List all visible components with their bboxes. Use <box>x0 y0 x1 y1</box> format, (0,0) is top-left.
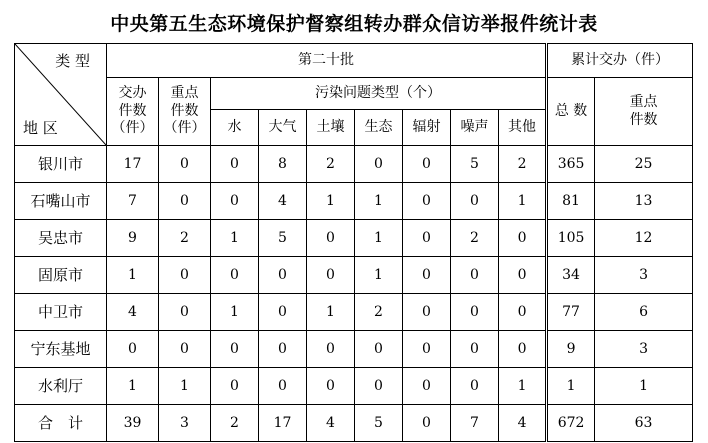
cumulative-header: 累计交办（件） <box>547 44 693 78</box>
air-cell: 4 <box>259 183 307 220</box>
air-cell: 8 <box>259 146 307 183</box>
key-cell: 0 <box>159 257 211 294</box>
region-label: 地 区 <box>23 119 58 137</box>
soil-cell: 1 <box>307 294 355 331</box>
cumulative-total-cell: 672 <box>547 405 595 442</box>
cumulative-total-cell: 105 <box>547 220 595 257</box>
other-cell: 0 <box>499 257 547 294</box>
noise-cell: 5 <box>451 146 499 183</box>
pollution-type-header: 污染问题类型（个） <box>211 78 547 110</box>
table-row <box>15 294 693 331</box>
total-header: 总 数 <box>547 78 595 146</box>
assigned-cell: 4 <box>107 294 159 331</box>
soil-cell: 4 <box>307 405 355 442</box>
assigned-cell: 0 <box>107 331 159 368</box>
pollution-type-ecology: 生态 <box>355 110 403 146</box>
air-cell: 0 <box>259 257 307 294</box>
radiation-cell: 0 <box>403 368 451 405</box>
cumulative-total-cell: 77 <box>547 294 595 331</box>
noise-cell: 0 <box>451 183 499 220</box>
radiation-cell: 0 <box>403 220 451 257</box>
table-row <box>15 220 693 257</box>
other-cell: 0 <box>499 331 547 368</box>
key-cell: 0 <box>159 183 211 220</box>
region-cell: 水利厅 <box>15 368 107 405</box>
ecology-cell: 1 <box>355 183 403 220</box>
table-row <box>15 405 693 442</box>
noise-cell: 0 <box>451 331 499 368</box>
water-cell: 0 <box>211 368 259 405</box>
key-cell: 3 <box>159 405 211 442</box>
region-cell: 银川市 <box>15 146 107 183</box>
pollution-type-soil: 土壤 <box>307 110 355 146</box>
type-label: 类 型 <box>55 52 90 70</box>
cumulative-total-cell: 81 <box>547 183 595 220</box>
other-cell: 2 <box>499 146 547 183</box>
region-cell: 宁东基地 <box>15 331 107 368</box>
corner-header-cell <box>15 44 107 146</box>
ecology-cell: 0 <box>355 146 403 183</box>
radiation-cell: 0 <box>403 294 451 331</box>
pollution-type-other: 其他 <box>499 110 547 146</box>
cumulative-key-cell: 6 <box>595 294 693 331</box>
cumulative-total-cell: 1 <box>547 368 595 405</box>
water-cell: 0 <box>211 257 259 294</box>
ecology-cell: 0 <box>355 331 403 368</box>
noise-cell: 2 <box>451 220 499 257</box>
water-cell: 2 <box>211 405 259 442</box>
complaint-statistics-table <box>14 43 693 442</box>
cumulative-key-cell: 63 <box>595 405 693 442</box>
cumulative-total-cell: 9 <box>547 331 595 368</box>
table-row <box>15 368 693 405</box>
cumulative-key-cell: 1 <box>595 368 693 405</box>
other-cell: 1 <box>499 183 547 220</box>
assigned-cell: 7 <box>107 183 159 220</box>
water-cell: 1 <box>211 220 259 257</box>
key-count-header: 重点 件数 （件） <box>159 78 211 146</box>
other-cell: 1 <box>499 368 547 405</box>
table-row <box>15 257 693 294</box>
air-cell: 5 <box>259 220 307 257</box>
cumulative-total-cell: 365 <box>547 146 595 183</box>
radiation-cell: 0 <box>403 257 451 294</box>
assigned-cell: 1 <box>107 368 159 405</box>
radiation-cell: 0 <box>403 331 451 368</box>
soil-cell: 0 <box>307 257 355 294</box>
cumulative-total-cell: 34 <box>547 257 595 294</box>
cumulative-key-cell: 3 <box>595 257 693 294</box>
radiation-cell: 0 <box>403 405 451 442</box>
soil-cell: 0 <box>307 368 355 405</box>
ecology-cell: 1 <box>355 220 403 257</box>
water-cell: 0 <box>211 331 259 368</box>
ecology-cell: 1 <box>355 257 403 294</box>
air-cell: 0 <box>259 331 307 368</box>
pollution-type-air: 大气 <box>259 110 307 146</box>
water-cell: 0 <box>211 183 259 220</box>
noise-cell: 0 <box>451 368 499 405</box>
noise-cell: 0 <box>451 257 499 294</box>
pollution-type-noise: 噪声 <box>451 110 499 146</box>
radiation-cell: 0 <box>403 183 451 220</box>
region-cell: 固原市 <box>15 257 107 294</box>
assigned-cell: 9 <box>107 220 159 257</box>
table-body <box>15 146 693 442</box>
key-cell: 0 <box>159 331 211 368</box>
cumulative-key-cell: 25 <box>595 146 693 183</box>
region-cell: 吴忠市 <box>15 220 107 257</box>
soil-cell: 2 <box>307 146 355 183</box>
key-cell: 1 <box>159 368 211 405</box>
pollution-type-water: 水 <box>211 110 259 146</box>
assigned-count-header: 交办 件数 （件） <box>107 78 159 146</box>
air-cell: 17 <box>259 405 307 442</box>
water-cell: 1 <box>211 294 259 331</box>
water-cell: 0 <box>211 146 259 183</box>
noise-cell: 0 <box>451 294 499 331</box>
air-cell: 0 <box>259 368 307 405</box>
region-cell: 合 计 <box>15 405 107 442</box>
other-cell: 0 <box>499 220 547 257</box>
assigned-cell: 1 <box>107 257 159 294</box>
cumulative-key-cell: 3 <box>595 331 693 368</box>
air-cell: 0 <box>259 294 307 331</box>
table-title: 中央第五生态环境保护督察组转办群众信访举报件统计表 <box>110 13 598 35</box>
table-row <box>15 331 693 368</box>
key-cell: 2 <box>159 220 211 257</box>
soil-cell: 0 <box>307 331 355 368</box>
radiation-cell: 0 <box>403 146 451 183</box>
cumulative-key-cell: 12 <box>595 220 693 257</box>
table-row <box>15 183 693 220</box>
key-cell: 0 <box>159 146 211 183</box>
ecology-cell: 5 <box>355 405 403 442</box>
region-cell: 中卫市 <box>15 294 107 331</box>
soil-cell: 1 <box>307 183 355 220</box>
ecology-cell: 2 <box>355 294 403 331</box>
region-cell: 石嘴山市 <box>15 183 107 220</box>
cumulative-key-header: 重点 件数 <box>595 78 693 146</box>
key-cell: 0 <box>159 294 211 331</box>
pollution-type-radiation: 辐射 <box>403 110 451 146</box>
batch-header: 第二十批 <box>107 44 547 78</box>
other-cell: 0 <box>499 294 547 331</box>
table-row <box>15 146 693 183</box>
soil-cell: 0 <box>307 220 355 257</box>
ecology-cell: 0 <box>355 368 403 405</box>
other-cell: 4 <box>499 405 547 442</box>
assigned-cell: 39 <box>107 405 159 442</box>
cumulative-key-cell: 13 <box>595 183 693 220</box>
noise-cell: 7 <box>451 405 499 442</box>
assigned-cell: 17 <box>107 146 159 183</box>
